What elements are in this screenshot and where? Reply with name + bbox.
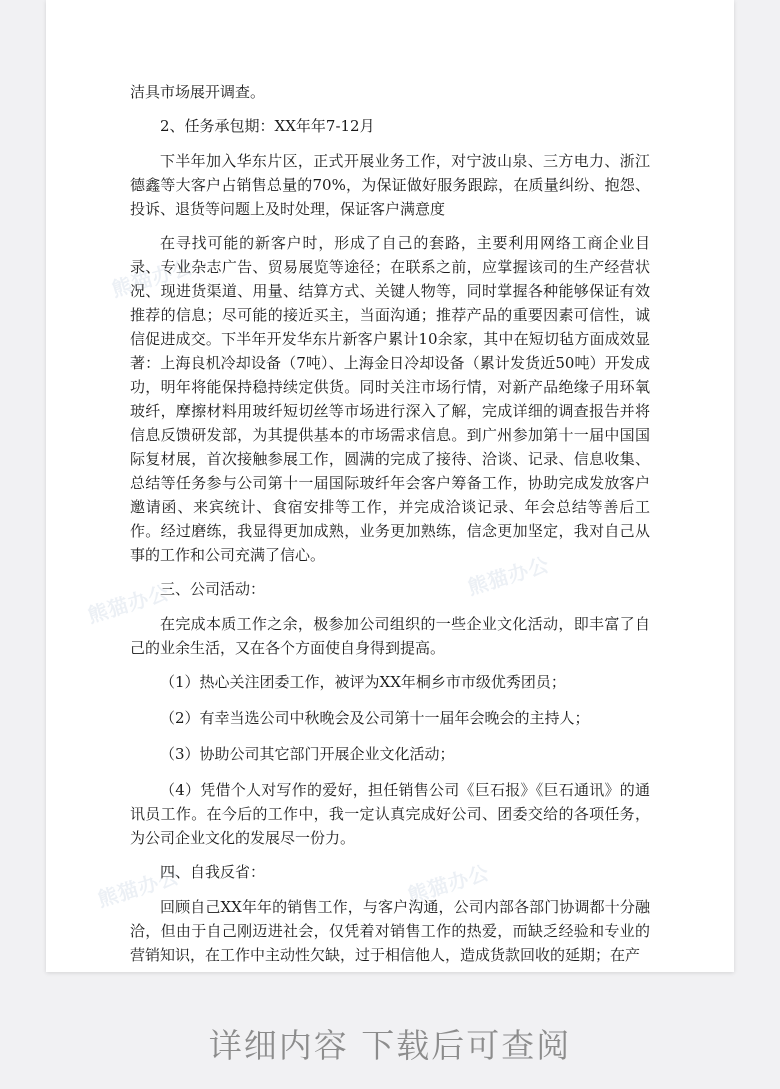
watermark: 熊猫办公 <box>84 580 173 628</box>
watermark: 熊猫办公 <box>94 864 183 912</box>
section-heading: 四、自我反省： <box>160 863 266 881</box>
paragraph: 在完成本质工作之余，极参加公司组织的一些企业文化活动，即丰富了自己的业余生活，又在各个方面使自身得到提高。 <box>130 615 650 657</box>
watermark: 熊猫办公 <box>404 860 493 908</box>
paragraph: 下半年加入华东片区，正式开展业务工作，对宁波山泉、三方电力、浙江德鑫等大客户占销售总量的70%，为保证做好服务跟踪，在质量纠纷、抱怨、投诉、退货等问题上及时处理，保证客户满意度 <box>130 152 650 218</box>
watermark: 熊猫办公 <box>108 254 197 302</box>
list-item: （4）凭借个人对写作的爱好，担任销售公司《巨石报》《巨石通讯》的通讯员工作。在今后的工作中，我一定认真完成好公司、团委交给的各项任务，为公司企业文化的发展尽一份力。 <box>130 781 650 847</box>
list-item: （1）热心关注团委工作，被评为XX年桐乡市市级优秀团员； <box>160 673 566 691</box>
document-page <box>46 0 734 972</box>
paragraph: 在寻找可能的新客户时，形成了自己的套路，主要利用网络工商企业目录、专业杂志广告、贸易展览等途径；在联系之前，应掌握该司的生产经营状况、现进货渠道、用量、结算方式、关键人物等，同时掌握各种能够保证有效推荐的信息；尽可能的接近买主，当面沟通；推荐产品的重要因素可信性，诚信促进成交。下半年开发华东片新客户累计10余家，其中在短切毡方面成效显著：上海良机冷却设备（7吨）、上海金日冷却设备（累计发货近50吨）开发成功，明年将能保持稳持续定供货。同时关注市场行情，对新产品绝缘子用环氧玻纤，摩擦材料用玻纤短切丝等市场进行深入了解，完成详细的调查报告并将信息反馈研发部，为其提供基本的市场需求信息。到广州参加第十一届中国国际复材展，首次接触参展工作，圆满的完成了接待、洽谈、记录、信息收集、总结等任务参与公司第十一届国际玻纤年会客户筹备工作，协助完成发放客户邀请函、来宾统计、食宿安排等工作，并完成洽谈记录、年会总结等善后工作。经过磨练，我显得更加成熟，业务更加熟练，信念更加坚定，我对自己从事的工作和公司充满了信心。 <box>130 234 650 564</box>
list-item: （3）协助公司其它部门开展企业文化活动； <box>160 745 455 763</box>
section-heading: 2、任务承包期：XX年年7-12月 <box>160 117 375 135</box>
section-heading: 三、公司活动： <box>160 580 266 598</box>
document-body <box>130 80 650 972</box>
paragraph: 回顾自己XX年年的销售工作，与客户沟通，公司内部各部门协调都十分融洽，但由于自己刚迈进社会，仅凭着对销售工作的热爱，而缺乏经验和专业的营销知识，在工作中主动性欠缺，过于相信他人，造成货款回收的延期；在产 <box>130 898 650 964</box>
download-prompt[interactable]: 详细内容 下载后可查阅 <box>208 1026 572 1065</box>
paragraph: 洁具市场展开调查。 <box>130 83 266 101</box>
list-item: （2）有幸当选公司中秋晚会及公司第十一届年会晚会的主持人； <box>160 709 590 727</box>
watermark: 熊猫办公 <box>464 552 553 600</box>
